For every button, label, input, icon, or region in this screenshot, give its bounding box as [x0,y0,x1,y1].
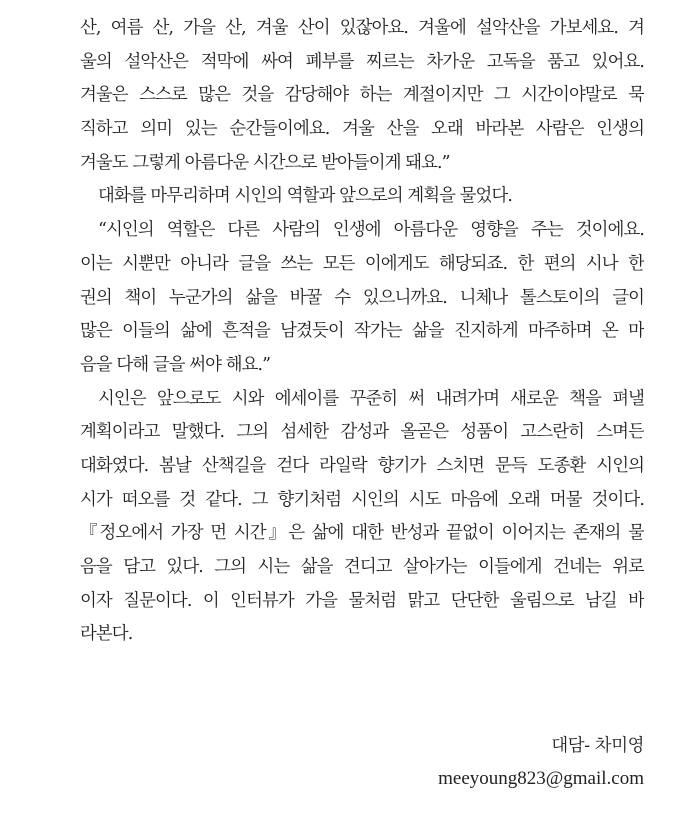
article-line: 많은 이들의 삶에 흔적을 남겼듯이 작가는 삶을 진지하게 마주하며 온 마 [80,321,644,342]
article-line: 계획이라고 말했다. 그의 섬세한 감성과 올곧은 성품이 고스란히 스며든 [80,422,644,443]
article-line: 겨울은 스스로 많은 것을 감당해야 하는 계절이지만 그 시간이야말로 묵 [80,85,644,106]
author-email: meeyoung823@gmail.com [438,768,644,789]
article-line: 대화를 마무리하며 시인의 역할과 앞으로의 계획을 물었다. [98,186,512,207]
article-line: 직하고 의미 있는 순간들이에요. 겨울 산을 오래 바라본 사람은 인생의 [80,119,644,140]
article-line: 권의 책이 누군가의 삶을 바꿀 수 있으니까요. 니체나 톨스토이의 글이 [80,287,644,308]
article-line: 시인은 앞으로도 시와 에세이를 꾸준히 써 내려가며 새로운 책을 펴낼 [98,388,644,409]
article-line: 라본다. [80,624,133,645]
article-line: 이자 질문이다. 이 인터뷰가 가을 물처럼 맑고 단단한 울림으로 남길 바 [80,590,644,611]
article-body [80,12,644,652]
article-line: 음을 담고 있다. 그의 시는 삶을 견디고 살아가는 이들에게 건네는 위로 [80,557,644,577]
article-line: 울의 설악산은 적막에 싸여 폐부를 찌르는 차가운 고독을 품고 있어요. [80,51,644,72]
interviewer-byline: 대담- 차미영 [551,736,644,756]
article-line: 산, 여름 산, 가을 산, 겨울 산이 있잖아요. 겨울에 설악산을 가보세요. 겨 [80,18,644,38]
article-line: 음을 다해 글을 써야 해요.” [80,354,271,375]
article-line: “시인의 역할은 다른 사람의 인생에 아름다운 영향을 주는 것이에요. [98,220,644,241]
article-line: 대화였다. 봄날 산책길을 걷다 라일락 향기가 스치면 문득 도종환 시인의 [80,455,644,476]
article-line: 시가 떠오를 것 같다. 그 향기처럼 시인의 시도 마음에 오래 머물 것이다. [80,489,644,510]
article-line: 겨울도 그렇게 아름다운 시간으로 받아들이게 돼요.” [80,152,450,173]
article-line: 이는 시뿐만 아니라 글을 쓰는 모든 이에게도 해당되죠. 한 편의 시나 한 [80,253,644,274]
article-line: 『정오에서 가장 먼 시간』은 삶에 대한 반성과 끝없이 이어지는 존재의 물 [80,523,644,544]
